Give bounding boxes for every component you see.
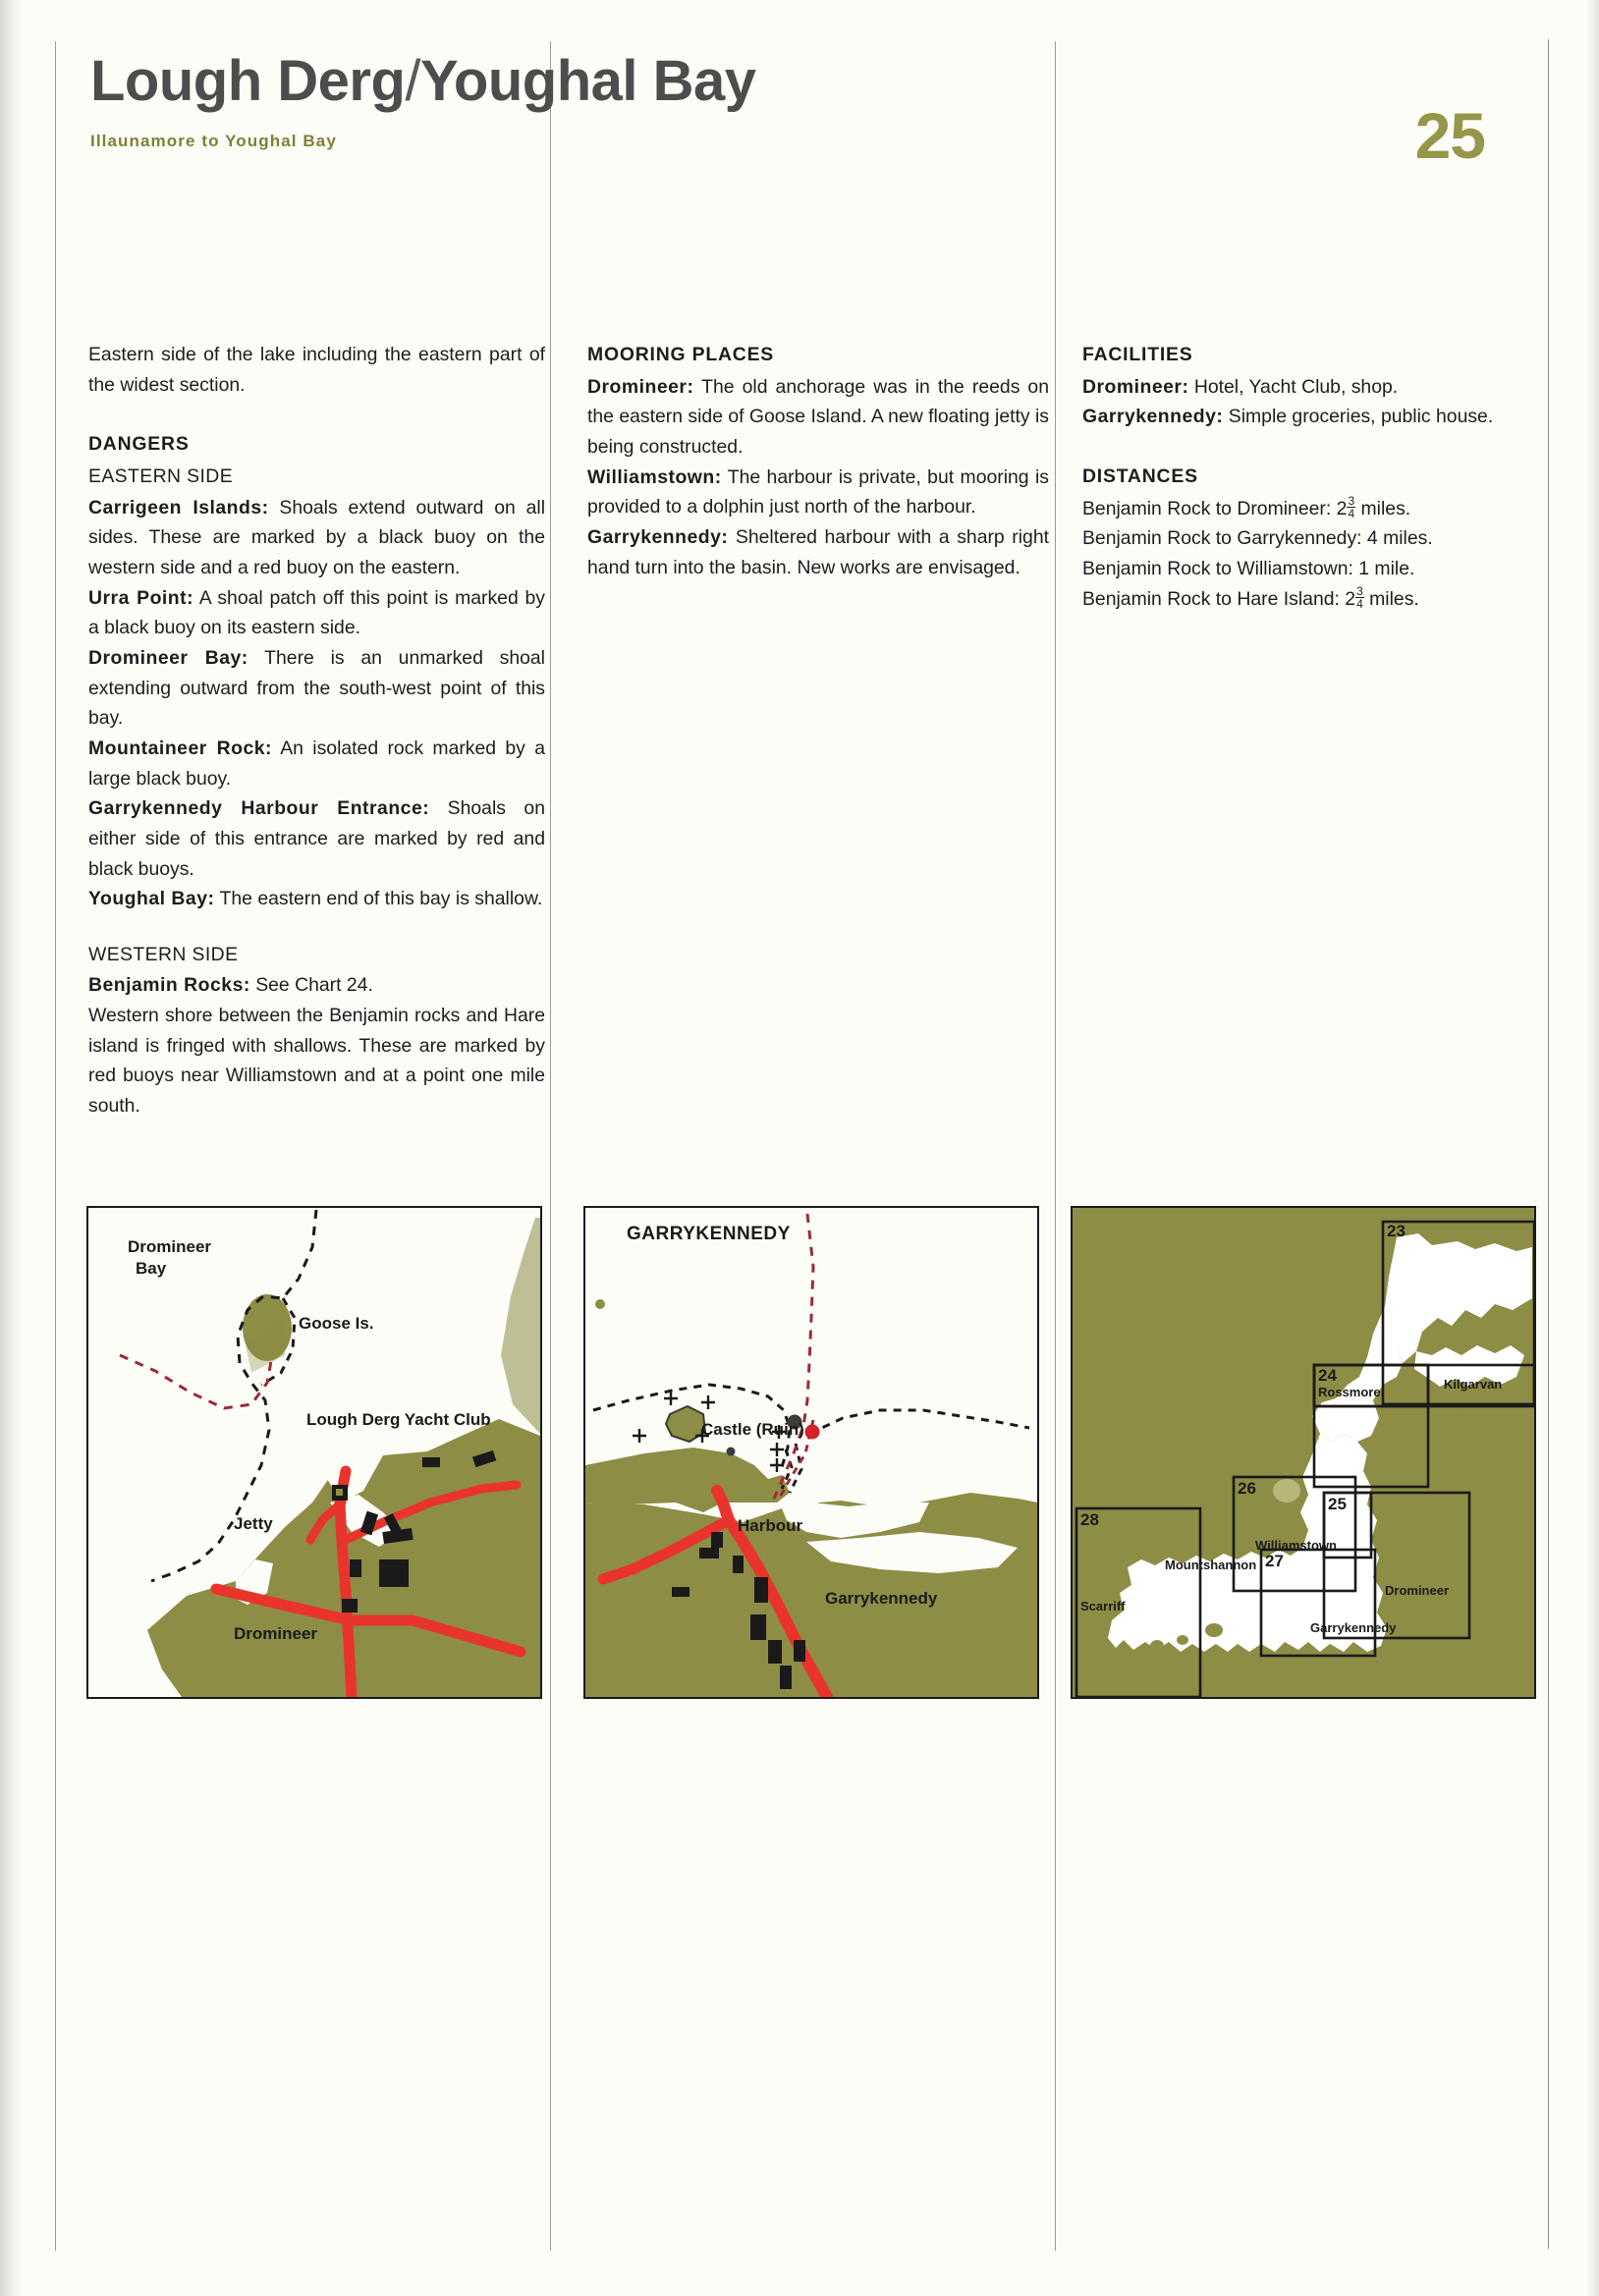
danger-text: The eastern end of this bay is shallow. xyxy=(219,888,543,910)
chart-box-number: 25 xyxy=(1328,1495,1347,1513)
fraction-numerator: 3 xyxy=(1356,583,1363,598)
index-place-label: Garrykennedy xyxy=(1310,1620,1397,1635)
fraction-denominator: 4 xyxy=(1356,596,1363,611)
scan-edge-left xyxy=(0,0,26,2296)
facility-name: Garrykennedy: xyxy=(1082,406,1224,428)
danger-name: Mountaineer Rock: xyxy=(88,737,272,759)
red-buoy xyxy=(805,1425,820,1440)
column-dangers xyxy=(88,340,545,1121)
column-rule-1 xyxy=(55,41,56,2251)
column-rule-2 xyxy=(550,41,551,2251)
facility-text: Simple groceries, public house. xyxy=(1228,406,1494,428)
index-place-label: Rossmore xyxy=(1318,1385,1381,1399)
danger-text: An isolated rock marked by a large black buoy. xyxy=(88,737,545,790)
index-place-label: Kilgarvan xyxy=(1444,1377,1503,1392)
facility-text: Hotel, Yacht Club, shop. xyxy=(1193,375,1399,398)
distance-unit: miles. xyxy=(1363,587,1419,610)
danger-entry xyxy=(88,970,545,1001)
map-garrykennedy[interactable] xyxy=(583,1206,1039,1699)
mooring-entry xyxy=(587,463,1049,522)
map-chart-index-graphic xyxy=(1073,1208,1534,1697)
danger-entry xyxy=(88,583,545,643)
mooring-text: The old anchorage was in the reeds on the eastern side of Goose Island. A new floating jetty is being constructed. xyxy=(587,375,1049,458)
chart-box-number: 24 xyxy=(1318,1366,1337,1385)
column-rule-4 xyxy=(1548,39,1549,2249)
chart-box-number: 26 xyxy=(1238,1479,1256,1498)
danger-name: Carrigeen Islands: xyxy=(88,496,269,519)
danger-text: There is an unmarked shoal extending outward from the south-west point of this bay. xyxy=(88,646,545,730)
eastern-side-heading: EASTERN SIDE xyxy=(88,465,234,487)
index-place-label: Dromineer xyxy=(1385,1583,1450,1598)
danger-text: Shoals extend outward on all sides. These are marked by a black buoy on the western side and a red buoy on the eastern. xyxy=(88,496,546,578)
distance-entry xyxy=(1082,554,1542,584)
intro-paragraph: Eastern side of the lake including the eastern part of the widest section. xyxy=(88,344,545,396)
map-label: Lough Derg Yacht Club xyxy=(306,1410,491,1429)
danger-name: Benjamin Rocks: xyxy=(88,974,250,997)
mooring-name: Dromineer: xyxy=(587,375,694,398)
fraction-three-quarters xyxy=(1347,495,1355,519)
dangers-heading: DANGERS xyxy=(88,433,190,456)
danger-entry xyxy=(88,884,545,914)
title-separator: / xyxy=(405,49,421,113)
title-part-2: Youghal Bay xyxy=(420,49,756,113)
danger-name: Dromineer Bay: xyxy=(88,646,248,669)
map-label: Harbour xyxy=(738,1516,803,1535)
mooring-name: Williamstown: xyxy=(587,465,722,488)
page-number: 25 xyxy=(1414,99,1485,172)
danger-entry xyxy=(88,643,545,734)
index-place-label: Williamstown xyxy=(1255,1538,1337,1553)
mooring-entry xyxy=(587,522,1049,582)
distance-label: Benjamin Rock to Dromineer: 2 xyxy=(1082,497,1348,519)
scan-edge-right xyxy=(1585,0,1599,2296)
distance-entry xyxy=(1082,494,1542,524)
distance-unit: miles. xyxy=(1355,497,1411,519)
danger-entry xyxy=(88,793,545,884)
danger-text: See Chart 24. xyxy=(255,974,373,997)
distance-entry xyxy=(1082,523,1542,554)
danger-name: Urra Point: xyxy=(88,586,194,609)
title-part-1: Lough Derg xyxy=(90,49,406,113)
mooring-text: The harbour is private, but mooring is provided to a dolphin just north of the harbour. xyxy=(587,465,1049,519)
section-gap xyxy=(88,914,545,940)
column-facilities-distances xyxy=(1082,340,1542,614)
map-label: Bay xyxy=(136,1259,167,1278)
map-label: Dromineer xyxy=(234,1624,318,1643)
facility-entry xyxy=(1082,372,1542,403)
danger-name: Garrykennedy Harbour Entrance: xyxy=(88,797,430,820)
western-paragraph: Western shore between the Benjamin rocks and Hare island is fringed with shallows. These are marked by red buoys near Williamstown and at a point one mile south. xyxy=(88,1005,545,1118)
chart-box-number: 23 xyxy=(1387,1222,1406,1240)
danger-name: Youghal Bay: xyxy=(88,888,215,910)
map-label: Castle (Ruin) xyxy=(701,1420,804,1439)
distance-entry xyxy=(1082,584,1542,615)
western-side-heading: WESTERN SIDE xyxy=(88,943,239,965)
facility-name: Dromineer: xyxy=(1082,375,1189,398)
distance-label: Benjamin Rock to Garrykennedy: 4 miles. xyxy=(1082,527,1433,550)
map-label: Jetty xyxy=(234,1514,273,1533)
page-header xyxy=(90,49,1524,172)
facility-entry xyxy=(1082,402,1542,432)
chart-box-number: 28 xyxy=(1080,1510,1099,1529)
mooring-text: Sheltered harbour with a sharp right hand turn into the basin. New works are envisaged. xyxy=(587,525,1049,578)
mooring-places-heading: MOORING PLACES xyxy=(587,344,775,365)
map-title-garrykennedy: GARRYKENNEDY xyxy=(627,1224,791,1244)
index-place-label: Scarriff xyxy=(1080,1599,1126,1613)
column-rule-3 xyxy=(1055,41,1056,2251)
map-label: Dromineer xyxy=(128,1237,212,1256)
mooring-name: Garrykennedy: xyxy=(587,525,729,548)
fraction-three-quarters xyxy=(1355,585,1364,610)
danger-entry xyxy=(88,734,545,793)
fraction-numerator: 3 xyxy=(1348,493,1355,508)
map-dromineer[interactable] xyxy=(86,1206,542,1699)
fraction-denominator: 4 xyxy=(1348,506,1355,520)
chart-box-number: 27 xyxy=(1265,1552,1284,1570)
map-panels xyxy=(0,1206,1599,1709)
index-place-label: Mountshannon xyxy=(1165,1558,1257,1572)
mooring-entry xyxy=(587,372,1049,463)
map-label: Goose Is. xyxy=(299,1314,374,1333)
page-title xyxy=(90,49,1524,113)
danger-entry xyxy=(88,493,545,583)
distance-label: Benjamin Rock to Williamstown: 1 mile. xyxy=(1082,557,1415,579)
danger-text: A shoal patch off this point is marked by a black buoy on its eastern side. xyxy=(88,586,545,639)
facilities-heading: FACILITIES xyxy=(1082,344,1193,365)
map-garrykennedy-graphic xyxy=(585,1208,1037,1697)
danger-text: Shoals on either side of this entrance are marked by red and black buoys. xyxy=(88,797,545,880)
distance-label: Benjamin Rock to Hare Island: 2 xyxy=(1082,587,1356,610)
distances-heading: DISTANCES xyxy=(1082,465,1198,487)
map-chart-index[interactable] xyxy=(1071,1206,1536,1699)
page-subtitle: Illaunamore to Youghal Bay xyxy=(90,132,337,150)
column-mooring-places xyxy=(587,340,1049,582)
map-label: Garrykennedy xyxy=(825,1589,938,1608)
